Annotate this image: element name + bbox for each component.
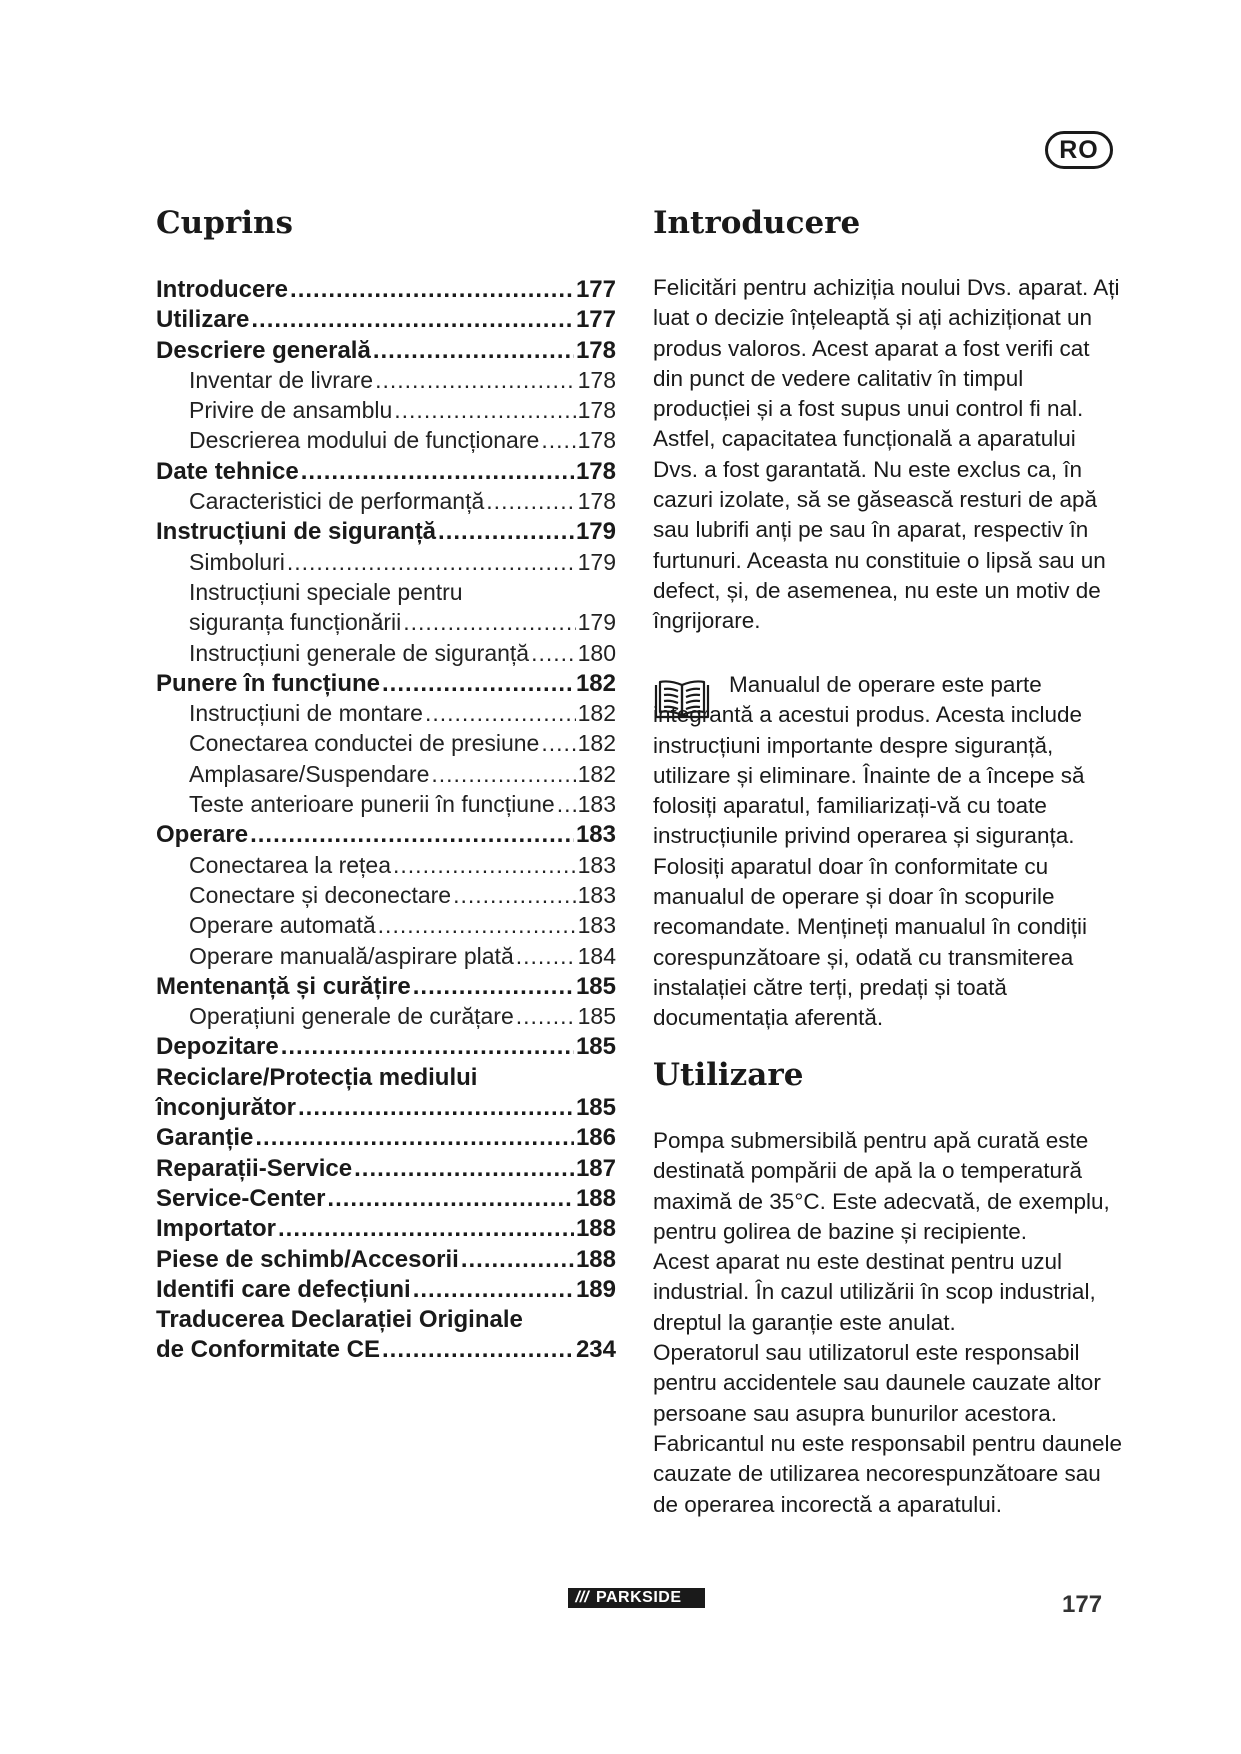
toc-leader-dots [431, 761, 575, 788]
toc-entry [156, 1306, 616, 1336]
toc-entry-label: Service-Center [156, 1184, 326, 1212]
toc-entry-label: Instrucțiuni speciale pentru [189, 578, 463, 605]
toc-leader-dots [290, 276, 574, 304]
toc-entry [156, 276, 616, 306]
toc-entry-page: 186 [575, 1124, 616, 1152]
toc-entry-label: Piese de schimb/Accesorii [156, 1245, 459, 1273]
toc-entry [156, 973, 616, 1003]
language-badge: RO [1045, 131, 1113, 169]
toc-leader-dots [453, 882, 576, 909]
toc-leader-dots [382, 670, 574, 698]
toc-entry-page: 182 [577, 730, 616, 757]
usage-title: Utilizare [653, 1057, 804, 1093]
toc-entry-label: Inventar de livrare [189, 366, 374, 393]
toc-entry-page: 188 [575, 1245, 616, 1273]
toc-entry-page: 182 [577, 700, 616, 727]
toc-entry-page: 185 [575, 1094, 616, 1122]
brand-name: PARKSIDE [596, 1589, 682, 1606]
toc-leader-dots [287, 549, 576, 576]
toc-leader-dots [516, 1003, 576, 1030]
toc-entry-label: Conectarea la rețea [189, 851, 392, 878]
page-number: 177 [1062, 1591, 1103, 1618]
toc-leader-dots [375, 367, 576, 394]
toc-leader-dots [557, 791, 576, 818]
toc-entry-label: Teste anterioare punerii în funcțiune [189, 791, 555, 818]
toc-entry [156, 882, 616, 912]
toc-entry-page: 179 [575, 518, 616, 546]
intro-paragraph: Felicitări pentru achiziția noului Dvs. aparat. Ați luat o decizie înțeleaptă și ați achiziționat un produs valoros. Acest aparat a fost verifi cat din punct de vedere calitativ în timpul producției și a fost supus unui control fi nal. Astfel, capacitatea funcțională a aparatului Dvs. a fost garantată. Nu este exclus ca, în cazuri izolate, să se găsească resturi de apă sau lubrifi anți pe sau în aparat, respectiv în furtunuri. Aceasta nu constituie o lipsă sau un defect, și, de asemenea, nu este un motiv de îngrijorare. [653, 275, 1120, 634]
toc-entry-page: 178 [577, 397, 616, 424]
intro-section [653, 273, 1125, 637]
brand-mark: /// [575, 1589, 589, 1606]
toc-leader-dots [250, 821, 574, 849]
toc-entry-label: Descriere generală [156, 336, 371, 364]
toc-entry-label: Mentenanță și curățire [156, 972, 411, 1000]
toc-leader-dots [413, 973, 574, 1001]
toc-entry-page: 179 [577, 548, 616, 575]
usage-paragraph-1: Pompa submersibilă pentru apă curată este destinată pompării de apă la o temperatură maximă de 35°C. Este adecvată, de exemplu, pentru golirea de bazine și recipiente. [653, 1128, 1110, 1244]
toc-leader-dots [425, 700, 576, 727]
toc-entry-page: 183 [575, 821, 616, 849]
toc-entry-label: Traducerea Declarației Originale [156, 1306, 523, 1334]
toc-entry [156, 1215, 616, 1245]
usage-paragraph-3: Operatorul sau utilizatorul este responsabil pentru accidentele sau daunele cauzate altor persoane sau asupra bunurilor acestora. [653, 1340, 1101, 1426]
toc-entry [156, 337, 616, 367]
toc-entry-page: 178 [577, 488, 616, 515]
toc-entry-label: Depozitare [156, 1033, 279, 1061]
toc-leader-dots [255, 1124, 574, 1152]
toc-entry [156, 458, 616, 488]
toc-leader-dots [278, 1215, 574, 1243]
toc-entry-label: Descrierea modului de funcționare [189, 427, 540, 454]
toc-leader-dots [251, 306, 574, 334]
toc-leader-dots [373, 337, 574, 365]
toc-entry-page: 189 [575, 1275, 616, 1303]
toc-entry-page: 177 [575, 276, 616, 303]
toc-entry [156, 670, 616, 700]
toc-entry [156, 397, 616, 427]
toc-leader-dots [413, 1276, 574, 1304]
toc-entry [156, 1064, 616, 1094]
toc-leader-dots [354, 1155, 574, 1183]
toc-leader-dots [403, 609, 575, 636]
toc-entry-label: Utilizare [156, 306, 250, 334]
toc-entry-page: 178 [575, 336, 616, 364]
toc-leader-dots [281, 1033, 574, 1061]
toc-leader-dots [394, 397, 575, 424]
toc-entry [156, 1336, 616, 1366]
toc-leader-dots [531, 640, 576, 667]
toc-entry-label: Operare [156, 821, 249, 849]
toc-entry [156, 518, 616, 548]
toc-entry [156, 427, 616, 457]
toc-entry-label: Operațiuni generale de curățare [189, 1003, 514, 1030]
toc-leader-dots [382, 1336, 574, 1364]
toc-entry-label: Instrucțiuni de siguranță [156, 518, 437, 546]
toc-leader-dots [301, 458, 574, 486]
toc-entry-label: înconjurător [156, 1094, 297, 1122]
toc-entry-label: Instrucțiuni generale de siguranță [189, 639, 530, 666]
toc-entry [156, 791, 616, 821]
toc-entry [156, 1246, 616, 1276]
toc-entry [156, 1155, 616, 1185]
toc-leader-dots [298, 1094, 574, 1122]
toc-entry-label: Instrucțiuni de montare [189, 700, 423, 727]
intro-title: Introducere [653, 205, 861, 241]
toc-entry [156, 1094, 616, 1124]
toc-entry [156, 1185, 616, 1215]
toc-leader-dots [438, 518, 574, 546]
toc-entry-page: 234 [575, 1336, 616, 1364]
toc-leader-dots [486, 488, 575, 515]
toc-entry-label: Privire de ansamblu [189, 397, 393, 424]
parkside-logo [568, 1588, 705, 1608]
toc-entry [156, 821, 616, 851]
toc-entry [156, 640, 616, 670]
toc-entry-label: Simboluri [189, 548, 285, 575]
toc-entry-page: 178 [577, 427, 616, 454]
toc-entry-label: Importator [156, 1215, 276, 1243]
manual-note: Manualul de operare este parte integrantă a acestui produs. Acesta include instrucțiuni importante despre siguranță, utilizare și eliminare. Înainte de a începe să folosiți aparatul, familiarizați-vă cu toate instrucțiunile privind operarea și siguranța. Folosiți aparatul doar în conformitate cu manualul de operare și doar în scopurile recomandate. Mențineți manualul în condiții corespunzătoare și, odată cu transmiterea instalației către terți, predați și toată documentația aferentă. [653, 672, 1087, 1031]
toc-entry-label: Caracteristici de performanță [189, 488, 485, 515]
toc-leader-dots [327, 1185, 574, 1213]
toc-entry-page: 185 [577, 1003, 616, 1030]
toc-leader-dots [516, 943, 576, 970]
usage-paragraph-4: Fabricantul nu este responsabil pentru daunele cauzate de utilizarea necorespunzătoare sau de operarea incorectă a aparatului. [653, 1430, 1123, 1517]
toc-leader-dots [541, 427, 575, 454]
toc-entry-page: 185 [575, 1033, 616, 1061]
toc-entry [156, 1033, 616, 1063]
toc-entry [156, 730, 616, 760]
toc-entry-page: 188 [575, 1215, 616, 1243]
toc-entry [156, 1124, 616, 1154]
table-of-contents [156, 276, 616, 1367]
toc-entry-label: Reciclare/Protecția mediului [156, 1063, 478, 1091]
toc-entry-label: Operare automată [189, 912, 376, 939]
toc-entry-label: Conectare și deconectare [189, 881, 452, 908]
toc-entry-label: Identifi care defecțiuni [156, 1275, 411, 1303]
toc-entry [156, 700, 616, 730]
toc-entry-page: 183 [577, 912, 616, 939]
toc-entry-page: 178 [575, 457, 616, 485]
toc-entry [156, 1003, 616, 1033]
toc-entry-page: 179 [577, 609, 616, 636]
toc-entry [156, 761, 616, 791]
toc-entry [156, 609, 616, 639]
toc-entry-label: Punere în funcțiune [156, 669, 381, 697]
toc-entry-page: 185 [575, 972, 616, 1000]
toc-entry-page: 183 [577, 791, 616, 818]
toc-entry-page: 187 [575, 1154, 616, 1182]
toc-leader-dots [461, 1246, 574, 1274]
toc-entry-label: Garanție [156, 1124, 254, 1152]
toc-entry-page: 183 [577, 881, 616, 908]
usage-paragraph-2: Acest aparat nu este destinat pentru uzul industrial. În cazul utilizării în scop industrial, dreptul la garanție este anulat. [653, 1249, 1096, 1335]
toc-entry-page: 184 [577, 942, 616, 969]
toc-leader-dots [378, 912, 576, 939]
toc-entry-label: Operare manuală/aspirare plată [189, 942, 514, 969]
toc-entry-label: Conectarea conductei de presiune [189, 730, 540, 757]
toc-entry [156, 912, 616, 942]
toc-entry [156, 852, 616, 882]
toc-entry [156, 943, 616, 973]
toc-entry-label: de Conformitate CE [156, 1336, 381, 1364]
toc-entry-page: 180 [577, 639, 616, 666]
toc-entry-label: siguranța funcționării [189, 609, 402, 636]
toc-entry [156, 579, 616, 609]
toc-entry-page: 182 [577, 760, 616, 787]
toc-entry [156, 367, 616, 397]
toc-entry-label: Reparații-Service [156, 1154, 353, 1182]
toc-entry-page: 177 [575, 306, 616, 334]
toc-leader-dots [393, 852, 576, 879]
toc-entry-page: 182 [575, 669, 616, 697]
toc-entry-page: 188 [575, 1184, 616, 1212]
toc-entry-label: Date tehnice [156, 457, 299, 485]
toc-entry [156, 306, 616, 336]
toc-entry-page: 183 [577, 851, 616, 878]
toc-entry [156, 488, 616, 518]
toc-entry-page: 178 [577, 366, 616, 393]
toc-leader-dots [541, 730, 575, 757]
toc-title: Cuprins [156, 205, 293, 241]
toc-entry [156, 549, 616, 579]
toc-entry-label: Amplasare/Suspendare [189, 760, 430, 787]
usage-section [653, 1126, 1125, 1520]
toc-entry [156, 1276, 616, 1306]
toc-entry-label: Introducere [156, 276, 289, 303]
